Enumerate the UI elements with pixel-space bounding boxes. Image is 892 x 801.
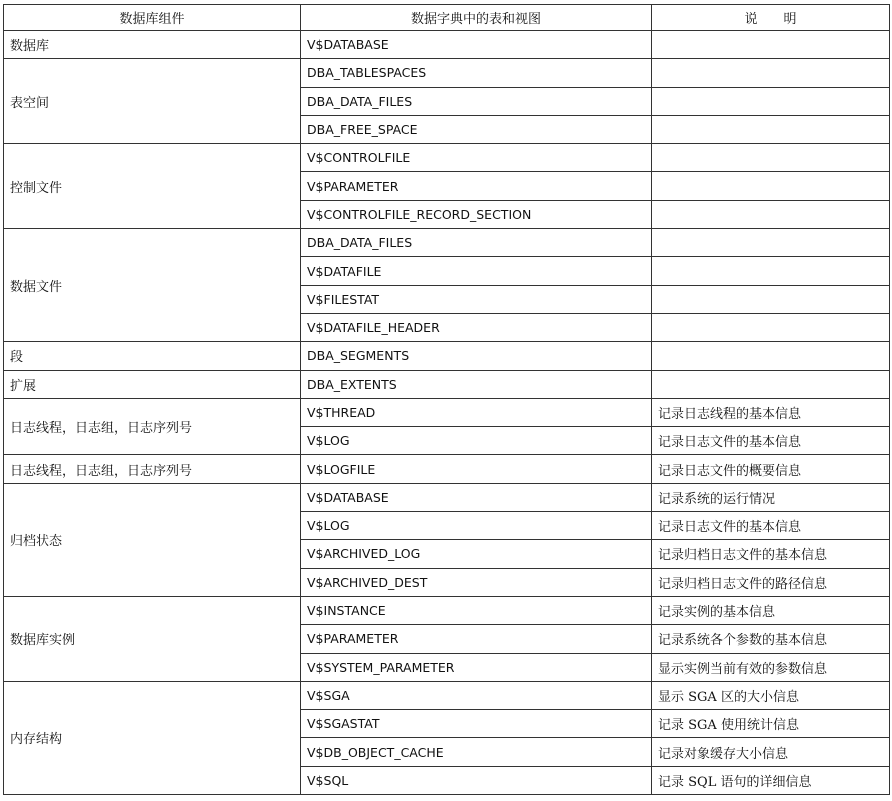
view-cell: DBA_SEGMENTS <box>301 342 652 370</box>
view-cell: V$DB_OBJECT_CACHE <box>301 738 652 766</box>
component-cell: 数据文件 <box>4 229 301 342</box>
view-cell: V$CONTROLFILE_RECORD_SECTION <box>301 200 652 228</box>
table-header <box>4 5 890 31</box>
view-cell: DBA_EXTENTS <box>301 370 652 398</box>
view-cell: V$SYSTEM_PARAMETER <box>301 653 652 681</box>
description-cell <box>652 59 890 87</box>
view-cell: V$DATABASE <box>301 483 652 511</box>
header-component: 数据库组件 <box>4 5 301 31</box>
table-row <box>4 31 890 59</box>
component-cell: 数据库 <box>4 31 301 59</box>
table-row <box>4 483 890 511</box>
component-cell: 表空间 <box>4 59 301 144</box>
table-row <box>4 398 890 426</box>
view-cell: DBA_TABLESPACES <box>301 59 652 87</box>
view-cell: V$SQL <box>301 766 652 794</box>
view-cell: V$SGASTAT <box>301 710 652 738</box>
header-views: 数据字典中的表和视图 <box>301 5 652 31</box>
description-cell: 记录系统各个参数的基本信息 <box>652 625 890 653</box>
view-cell: V$LOG <box>301 427 652 455</box>
component-cell: 归档状态 <box>4 483 301 596</box>
view-cell: V$ARCHIVED_DEST <box>301 568 652 596</box>
view-cell: V$DATAFILE_HEADER <box>301 313 652 341</box>
table-row <box>4 455 890 483</box>
header-description: 说 明 <box>652 5 890 31</box>
component-cell: 段 <box>4 342 301 370</box>
component-cell: 日志线程，日志组，日志序列号 <box>4 455 301 483</box>
view-cell: V$ARCHIVED_LOG <box>301 540 652 568</box>
view-cell: DBA_DATA_FILES <box>301 87 652 115</box>
description-cell <box>652 115 890 143</box>
description-cell <box>652 31 890 59</box>
table-body <box>4 31 890 795</box>
description-cell: 记录日志文件的基本信息 <box>652 427 890 455</box>
description-cell <box>652 172 890 200</box>
view-cell: V$LOGFILE <box>301 455 652 483</box>
component-cell: 控制文件 <box>4 144 301 229</box>
component-cell: 内存结构 <box>4 681 301 794</box>
description-cell <box>652 257 890 285</box>
description-cell <box>652 87 890 115</box>
view-cell: V$INSTANCE <box>301 596 652 624</box>
component-cell: 数据库实例 <box>4 596 301 681</box>
component-cell: 扩展 <box>4 370 301 398</box>
view-cell: V$FILESTAT <box>301 285 652 313</box>
view-cell: V$LOG <box>301 512 652 540</box>
header-row <box>4 5 890 31</box>
description-cell <box>652 144 890 172</box>
description-cell: 记录 SQL 语句的详细信息 <box>652 766 890 794</box>
description-cell: 记录日志文件的基本信息 <box>652 512 890 540</box>
table-row <box>4 596 890 624</box>
table-row <box>4 229 890 257</box>
description-cell: 显示 SGA 区的大小信息 <box>652 681 890 709</box>
description-cell <box>652 313 890 341</box>
description-cell <box>652 285 890 313</box>
description-cell: 记录系统的运行情况 <box>652 483 890 511</box>
description-cell: 记录归档日志文件的路径信息 <box>652 568 890 596</box>
view-cell: V$THREAD <box>301 398 652 426</box>
view-cell: V$DATABASE <box>301 31 652 59</box>
description-cell <box>652 200 890 228</box>
description-cell: 记录 SGA 使用统计信息 <box>652 710 890 738</box>
description-cell: 记录对象缓存大小信息 <box>652 738 890 766</box>
description-cell: 记录日志线程的基本信息 <box>652 398 890 426</box>
component-cell: 日志线程，日志组，日志序列号 <box>4 398 301 455</box>
description-cell <box>652 370 890 398</box>
view-cell: DBA_DATA_FILES <box>301 229 652 257</box>
view-cell: V$PARAMETER <box>301 172 652 200</box>
description-cell <box>652 342 890 370</box>
view-cell: V$DATAFILE <box>301 257 652 285</box>
table-row <box>4 681 890 709</box>
description-cell <box>652 229 890 257</box>
view-cell: V$SGA <box>301 681 652 709</box>
view-cell: DBA_FREE_SPACE <box>301 115 652 143</box>
view-cell: V$PARAMETER <box>301 625 652 653</box>
data-dictionary-table <box>3 4 890 795</box>
description-cell: 显示实例当前有效的参数信息 <box>652 653 890 681</box>
table-row <box>4 144 890 172</box>
table-row <box>4 59 890 87</box>
description-cell: 记录日志文件的概要信息 <box>652 455 890 483</box>
view-cell: V$CONTROLFILE <box>301 144 652 172</box>
table-row <box>4 370 890 398</box>
description-cell: 记录归档日志文件的基本信息 <box>652 540 890 568</box>
description-cell: 记录实例的基本信息 <box>652 596 890 624</box>
table-row <box>4 342 890 370</box>
